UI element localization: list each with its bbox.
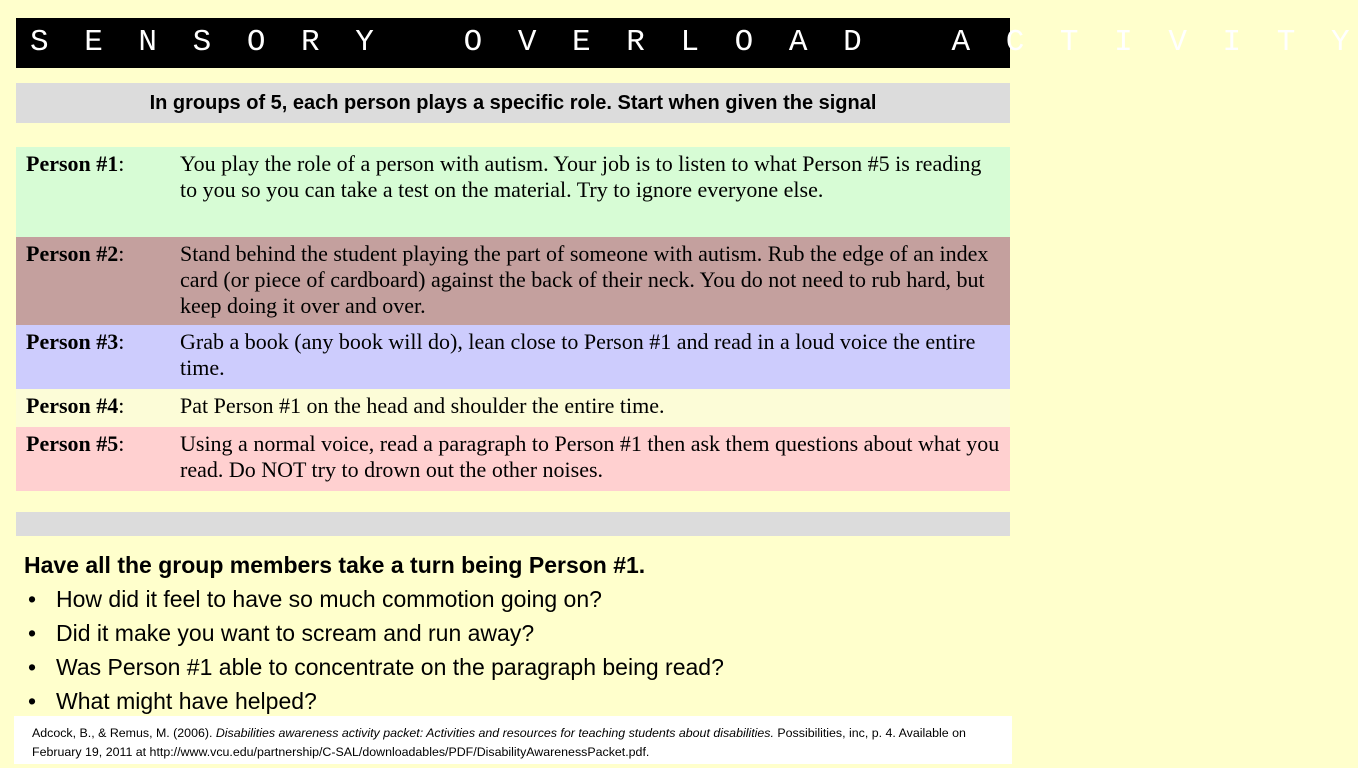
citation-source: Possibilities, inc, p. 4. Available on February 19, 2011 at http://www.vcu.edu/partnership/C-SAL/downloadables/PDF/DisabilityAwarenessPacket.pdf.: [32, 726, 966, 759]
instructions-subtitle: In groups of 5, each person plays a specific role. Start when given the signal: [16, 83, 1010, 123]
divider-band: [16, 512, 1010, 536]
role-label: Person #5:: [26, 431, 125, 456]
role-description: Pat Person #1 on the head and shoulder the entire time.: [180, 393, 665, 418]
bullet-icon: •: [28, 654, 37, 680]
question-text: Was Person #1 able to concentrate on the paragraph being read?: [56, 654, 724, 680]
bullet-icon: •: [28, 586, 37, 612]
role-label: Person #2:: [26, 241, 125, 266]
discussion-section: [24, 548, 1004, 718]
role-label: Person #3:: [26, 329, 125, 354]
role-description: Grab a book (any book will do), lean close to Person #1 and read in a loud voice the entire time.: [180, 329, 976, 380]
activity-title: S E N S O R Y O V E R L O A D A C T I V I T Y: [16, 18, 1010, 68]
discussion-questions: [24, 582, 1004, 718]
roles-table: [16, 147, 1010, 491]
role-row-person-4: [16, 389, 1010, 427]
role-description: Stand behind the student playing the part of someone with autism. Rub the edge of an index card (or piece of cardboard) against the back of their neck. You do not need to rub hard, but keep doing it over and over.: [180, 241, 989, 318]
list-item: [24, 650, 1004, 684]
question-text: Did it make you want to scream and run away?: [56, 620, 535, 646]
list-item: [24, 582, 1004, 616]
citation-title: Disabilities awareness activity packet: Activities and resources for teaching students about disabilities.: [215, 726, 774, 740]
role-row-person-2: [16, 237, 1010, 325]
list-item: [24, 684, 1004, 718]
discussion-heading: Have all the group members take a turn being Person #1.: [24, 552, 646, 578]
role-description: You play the role of a person with autism. Your job is to listen to what Person #5 is reading to you so you can take a test on the material. Try to ignore everyone else.: [180, 151, 982, 202]
question-text: How did it feel to have so much commotion going on?: [56, 586, 602, 612]
citation: [14, 716, 1012, 764]
role-row-person-1: [16, 147, 1010, 237]
role-description: Using a normal voice, read a paragraph to Person #1 then ask them questions about what you read. Do NOT try to drown out the other noises.: [180, 431, 1000, 482]
bullet-icon: •: [28, 688, 37, 714]
role-label: Person #4:: [26, 393, 125, 418]
role-label: Person #1:: [26, 151, 125, 176]
citation-authors: Adcock, B., & Remus, M. (2006).: [32, 726, 216, 740]
question-text: What might have helped?: [56, 688, 317, 714]
bullet-icon: •: [28, 620, 37, 646]
role-row-person-3: [16, 325, 1010, 389]
list-item: [24, 616, 1004, 650]
role-row-person-5: [16, 427, 1010, 491]
